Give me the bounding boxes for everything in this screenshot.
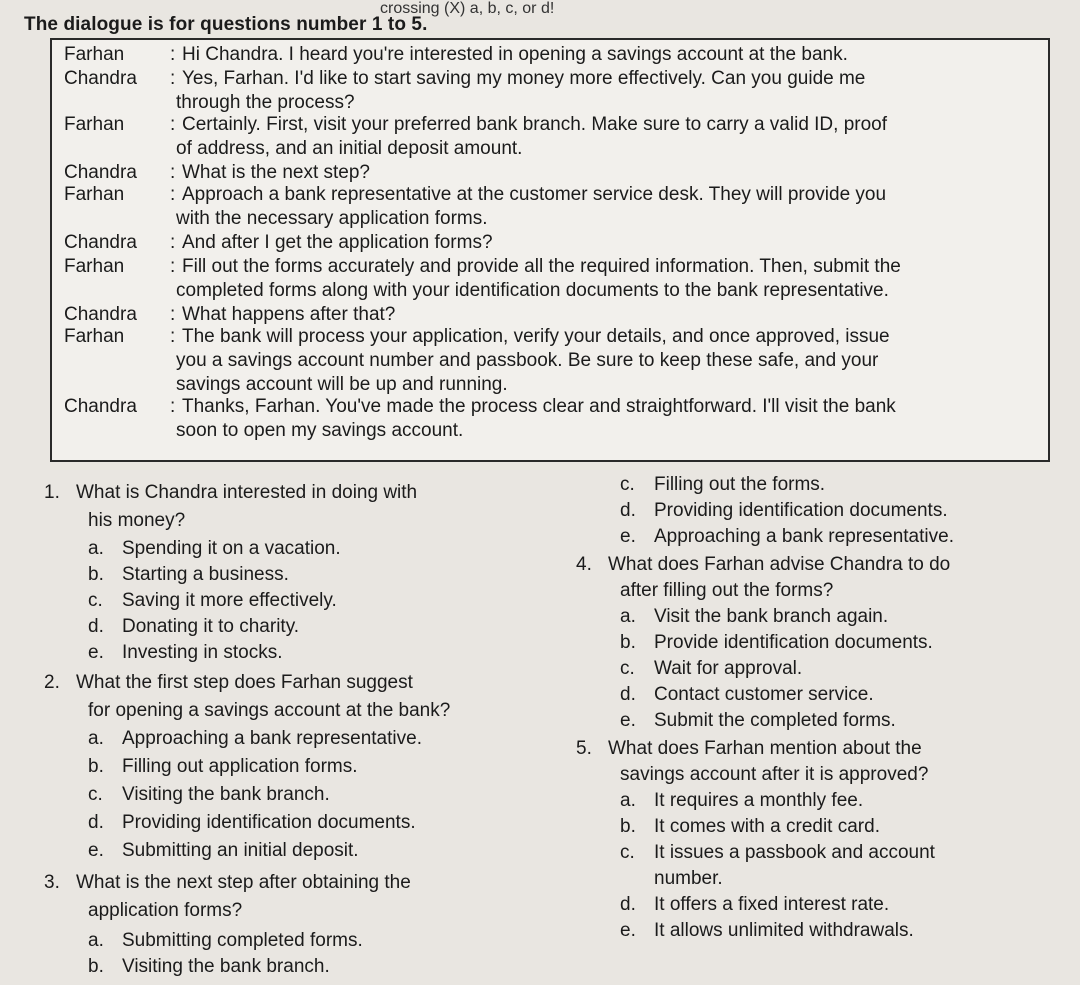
dialogue-text: The bank will process your application, verify your details, and once approved, issue bbox=[182, 326, 890, 347]
q5-option-e[interactable]: e. It allows unlimited withdrawals. bbox=[620, 920, 914, 941]
q1-option-c[interactable]: c. Saving it more effectively. bbox=[88, 590, 337, 611]
q3-option-c[interactable]: c. Filling out the forms. bbox=[620, 474, 826, 495]
dialogue-line: Farhan : The bank will process your application, verify your details, and once approved, issue bbox=[64, 326, 890, 347]
question-5-cont: savings account after it is approved? bbox=[620, 764, 929, 785]
q4-option-e[interactable]: e. Submit the completed forms. bbox=[620, 710, 896, 731]
dialogue-text: with the necessary application forms. bbox=[176, 208, 488, 229]
dialogue-line: Chandra : Yes, Farhan. I'd like to start saving my money more effectively. Can you guide me bbox=[64, 68, 866, 89]
dialogue-text: you a savings account number and passbook. Be sure to keep these safe, and your bbox=[176, 350, 879, 371]
dialogue-line: Farhan : Approach a bank representative at the customer service desk. They will provide you bbox=[64, 184, 887, 205]
dialogue-text: What happens after that? bbox=[182, 304, 396, 325]
dialogue-text: Thanks, Farhan. You've made the process clear and straightforward. I'll visit the bank bbox=[182, 396, 896, 417]
q5-option-b[interactable]: b. It comes with a credit card. bbox=[620, 816, 880, 837]
question-2-cont: for opening a savings account at the bank? bbox=[88, 700, 451, 721]
speaker-name: Chandra bbox=[64, 68, 137, 89]
question-3-cont: application forms? bbox=[88, 900, 243, 921]
question-2: 2. What the first step does Farhan suggest bbox=[44, 672, 413, 693]
speaker-name: Farhan bbox=[64, 114, 125, 135]
dialogue-text: And after I get the application forms? bbox=[182, 232, 493, 253]
dialogue-line: Farhan : Certainly. First, visit your preferred bank branch. Make sure to carry a valid ID, proof bbox=[64, 114, 888, 135]
dialogue-text: What is the next step? bbox=[182, 162, 370, 183]
q1-option-d[interactable]: d. Donating it to charity. bbox=[88, 616, 300, 637]
speaker-name: Farhan bbox=[64, 44, 125, 65]
q4-option-a[interactable]: a. Visit the bank branch again. bbox=[620, 606, 889, 627]
dialogue-text: Certainly. First, visit your preferred bank branch. Make sure to carry a valid ID, proof bbox=[182, 114, 888, 135]
instruction-note: crossing (X) a, b, c, or d! bbox=[380, 0, 555, 17]
q1-option-e[interactable]: e. Investing in stocks. bbox=[88, 642, 283, 663]
dialogue-line: Farhan : Fill out the forms accurately and provide all the required information. Then, submit the bbox=[64, 256, 901, 277]
q3-option-d[interactable]: d. Providing identification documents. bbox=[620, 500, 948, 521]
question-1: 1. What is Chandra interested in doing with bbox=[44, 482, 418, 503]
q2-option-b[interactable]: b. Filling out application forms. bbox=[88, 756, 358, 777]
q2-option-c[interactable]: c. Visiting the bank branch. bbox=[88, 784, 330, 805]
dialogue-text: through the process? bbox=[176, 92, 355, 113]
dialogue-text: completed forms along with your identification documents to the bank representative. bbox=[176, 280, 889, 301]
speaker-name: Chandra bbox=[64, 304, 137, 325]
speaker-name: Chandra bbox=[64, 232, 137, 253]
q5-option-d[interactable]: d. It offers a fixed interest rate. bbox=[620, 894, 890, 915]
dialogue-line: Chandra : What happens after that? bbox=[64, 304, 396, 325]
speaker-name: Farhan bbox=[64, 326, 125, 347]
question-4: 4. What does Farhan advise Chandra to do bbox=[576, 554, 951, 575]
dialogue-text: Approach a bank representative at the customer service desk. They will provide you bbox=[182, 184, 887, 205]
speaker-name: Chandra bbox=[64, 396, 137, 417]
dialogue-line: Chandra : And after I get the application forms? bbox=[64, 232, 493, 253]
dialogue-box bbox=[50, 38, 1050, 462]
dialogue-text: savings account will be up and running. bbox=[176, 374, 508, 395]
dialogue-heading: The dialogue is for questions number 1 to 5. bbox=[24, 14, 428, 35]
question-5: 5. What does Farhan mention about the bbox=[576, 738, 922, 759]
speaker-name: Farhan bbox=[64, 256, 125, 277]
question-3: 3. What is the next step after obtaining the bbox=[44, 872, 411, 893]
dialogue-text: Yes, Farhan. I'd like to start saving my money more effectively. Can you guide me bbox=[182, 68, 866, 89]
q2-option-d[interactable]: d. Providing identification documents. bbox=[88, 812, 416, 833]
dialogue-text: Fill out the forms accurately and provide all the required information. Then, submit the bbox=[182, 256, 901, 277]
speaker-name: Farhan bbox=[64, 184, 125, 205]
q3-option-b[interactable]: b. Visiting the bank branch. bbox=[88, 956, 330, 977]
q5-option-c[interactable]: c. It issues a passbook and account bbox=[620, 842, 935, 863]
q5-option-c-cont: number. bbox=[654, 868, 723, 889]
q1-option-a[interactable]: a. Spending it on a vacation. bbox=[88, 538, 341, 559]
q1-option-b[interactable]: b. Starting a business. bbox=[88, 564, 289, 585]
dialogue-line: Chandra : What is the next step? bbox=[64, 162, 370, 183]
speaker-name: Chandra bbox=[64, 162, 137, 183]
question-4-cont: after filling out the forms? bbox=[620, 580, 834, 601]
q2-option-a[interactable]: a. Approaching a bank representative. bbox=[88, 728, 422, 749]
q4-option-d[interactable]: d. Contact customer service. bbox=[620, 684, 874, 705]
question-1-cont: his money? bbox=[88, 510, 186, 531]
dialogue-line: Chandra : Thanks, Farhan. You've made the process clear and straightforward. I'll visit the bank bbox=[64, 396, 896, 417]
q3-option-e[interactable]: e. Approaching a bank representative. bbox=[620, 526, 954, 547]
q2-option-e[interactable]: e. Submitting an initial deposit. bbox=[88, 840, 359, 861]
dialogue-text: of address, and an initial deposit amount. bbox=[176, 138, 523, 159]
dialogue-line: Farhan : Hi Chandra. I heard you're interested in opening a savings account at the bank. bbox=[64, 44, 848, 65]
q3-option-a[interactable]: a. Submitting completed forms. bbox=[88, 930, 363, 951]
dialogue-text: Hi Chandra. I heard you're interested in opening a savings account at the bank. bbox=[182, 44, 848, 65]
q5-option-a[interactable]: a. It requires a monthly fee. bbox=[620, 790, 864, 811]
q4-option-c[interactable]: c. Wait for approval. bbox=[620, 658, 803, 679]
q4-option-b[interactable]: b. Provide identification documents. bbox=[620, 632, 933, 653]
dialogue-text: soon to open my savings account. bbox=[176, 420, 464, 441]
